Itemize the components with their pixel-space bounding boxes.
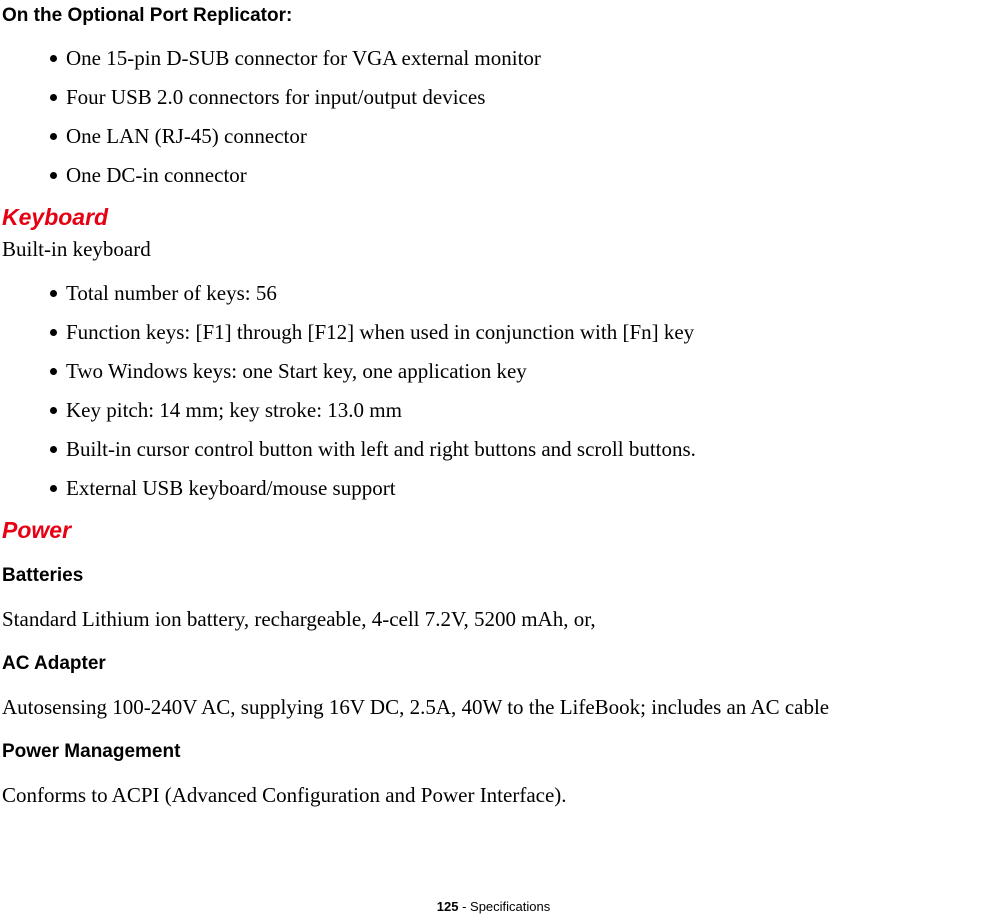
port-replicator-heading: On the Optional Port Replicator: <box>2 5 293 26</box>
bullet-item: Four USB 2.0 connectors for input/output devices <box>2 85 979 110</box>
power-management-subheading: Power Management <box>2 741 181 762</box>
page-footer <box>0 899 987 915</box>
batteries-subheading: Batteries <box>2 565 84 586</box>
ac-adapter-text: Autosensing 100-240V AC, supplying 16V DC, 2.5A, 40W to the LifeBook; includes an AC cable <box>2 695 830 719</box>
keyboard-bullet-list <box>2 281 979 501</box>
keyboard-heading: Keyboard <box>2 204 109 230</box>
power-management-text: Conforms to ACPI (Advanced Configuration and Power Interface). <box>2 783 567 807</box>
bullet-item: Two Windows keys: one Start key, one application key <box>2 359 979 384</box>
bullet-item: One 15-pin D-SUB connector for VGA external monitor <box>2 46 979 71</box>
bullet-item: One LAN (RJ-45) connector <box>2 124 979 149</box>
bullet-item: One DC-in connector <box>2 163 979 188</box>
section-power <box>2 516 979 808</box>
bullet-item: Total number of keys: 56 <box>2 281 979 306</box>
port-replicator-bullet-list <box>2 46 979 188</box>
page-number: 125 <box>436 899 459 914</box>
bullet-item: Function keys: [F1] through [F12] when used in conjunction with [Fn] key <box>2 320 979 345</box>
batteries-text: Standard Lithium ion battery, rechargeable, 4-cell 7.2V, 5200 mAh, or, <box>2 607 596 631</box>
section-port-replicator <box>2 4 979 188</box>
bullet-item: Built-in cursor control button with left and right buttons and scroll buttons. <box>2 437 979 462</box>
power-heading: Power <box>2 517 72 543</box>
section-keyboard <box>2 203 979 501</box>
keyboard-intro: Built-in keyboard <box>2 237 151 261</box>
bullet-item: External USB keyboard/mouse support <box>2 476 979 501</box>
footer-section-label: - Specifications <box>458 899 551 914</box>
bullet-item: Key pitch: 14 mm; key stroke: 13.0 mm <box>2 398 979 423</box>
ac-adapter-subheading: AC Adapter <box>2 653 106 674</box>
